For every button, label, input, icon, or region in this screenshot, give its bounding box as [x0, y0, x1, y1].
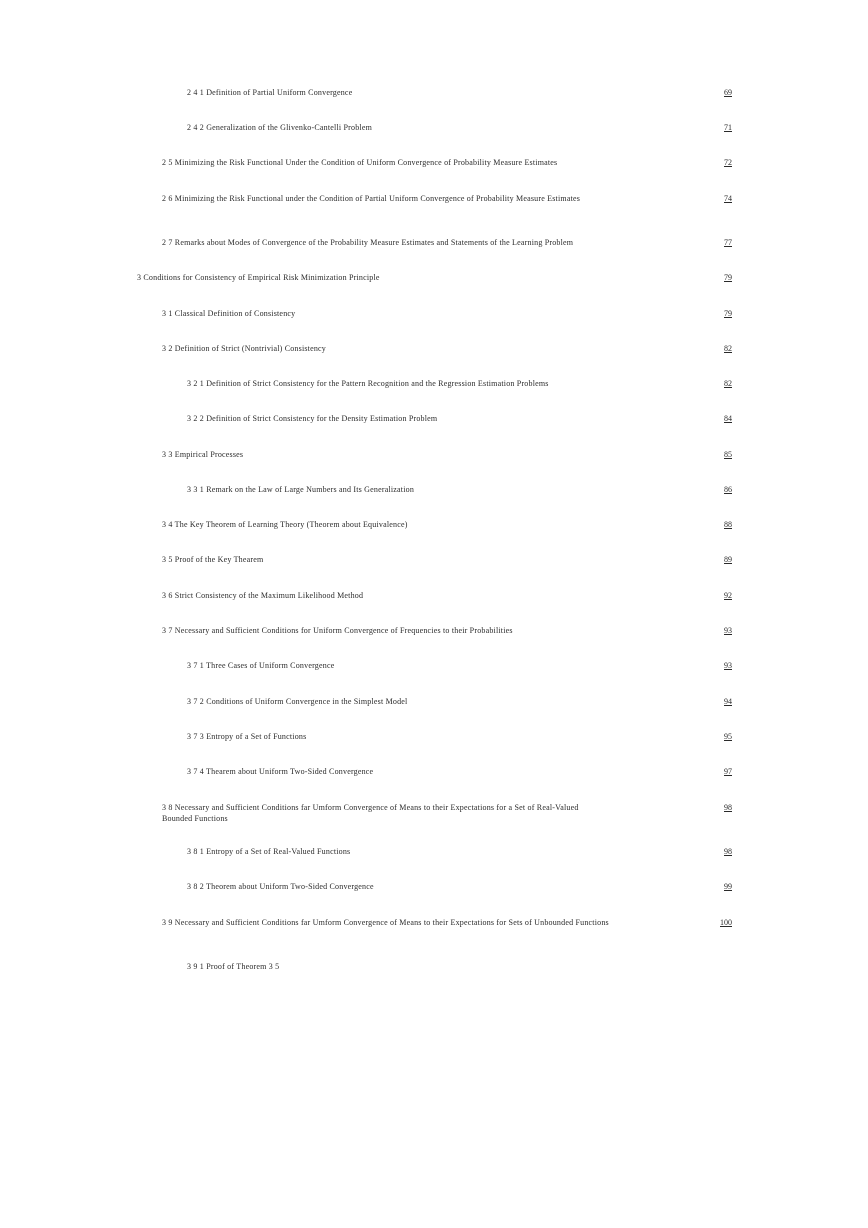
toc-entry-title[interactable]: 3 2 1 Definition of Strict Consistency for the Pattern Recognition and the Regression Estimation Problems	[187, 379, 549, 388]
toc-entry-title[interactable]: 3 3 1 Remark on the Law of Large Numbers and Its Generalization	[187, 485, 415, 494]
toc-page-number[interactable]: 93	[724, 661, 732, 670]
toc-entry-title[interactable]: 3 5 Proof of the Key Thearem	[162, 555, 264, 564]
toc-entry[interactable]	[187, 881, 637, 892]
toc-entry[interactable]	[187, 87, 637, 98]
toc-entry-title[interactable]: 3 8 Necessary and Sufficient Conditions far Umform Convergence of Means to their Expectations for a Set of Real-Valued Bounded Functions	[162, 803, 579, 823]
toc-page-number[interactable]: 84	[724, 414, 732, 423]
toc-entry[interactable]	[162, 554, 637, 565]
toc-page-number[interactable]: 97	[724, 767, 732, 776]
toc-page-number[interactable]: 99	[724, 882, 732, 891]
toc-entry-title[interactable]: 3 2 Definition of Strict (Nontrivial) Consistency	[162, 344, 326, 353]
toc-page-number[interactable]: 98	[724, 847, 732, 856]
toc-page-number[interactable]: 79	[724, 273, 732, 282]
toc-entry[interactable]	[187, 696, 637, 707]
toc-entry-title[interactable]: 3 6 Strict Consistency of the Maximum Likelihood Method	[162, 591, 364, 600]
toc-chapter-entry[interactable]	[137, 272, 637, 283]
toc-entry-title[interactable]: 3 7 1 Three Cases of Uniform Convergence	[187, 661, 335, 670]
toc-page-number[interactable]: 88	[724, 520, 732, 529]
toc-page-number[interactable]: 93	[724, 626, 732, 635]
toc-entry[interactable]	[162, 343, 637, 354]
toc-page-number[interactable]: 95	[724, 732, 732, 741]
toc-entry[interactable]	[162, 193, 592, 204]
toc-entry[interactable]	[162, 590, 637, 601]
toc-entry[interactable]	[187, 378, 637, 389]
toc-entry-title[interactable]: 3 7 Necessary and Sufficient Conditions for Uniform Convergence of Frequencies to their Probabilities	[162, 626, 513, 635]
toc-entry-title[interactable]: 3 2 2 Definition of Strict Consistency for the Density Estimation Problem	[187, 414, 438, 423]
toc-entry[interactable]	[187, 731, 637, 742]
toc-entry[interactable]	[187, 846, 637, 857]
toc-entry-title[interactable]: 2 4 1 Definition of Partial Uniform Convergence	[187, 88, 353, 97]
toc-entry-title[interactable]: 3 8 1 Entropy of a Set of Real-Valued Functions	[187, 847, 351, 856]
toc-page-number[interactable]: 94	[724, 697, 732, 706]
toc-entry[interactable]	[162, 237, 637, 248]
toc-entry[interactable]	[187, 961, 637, 972]
toc-entry[interactable]	[187, 766, 637, 777]
toc-page-number[interactable]: 74	[724, 194, 732, 203]
toc-page-number[interactable]: 69	[724, 88, 732, 97]
toc-page-number[interactable]: 89	[724, 555, 732, 564]
toc-entry-title[interactable]: 2 6 Minimizing the Risk Functional under the Condition of Partial Uniform Convergence of Probability Measure Estimates	[162, 194, 581, 203]
toc-page-number[interactable]: 82	[724, 379, 732, 388]
toc-entry-title[interactable]: 3 4 The Key Theorem of Learning Theory (Theorem about Equivalence)	[162, 520, 408, 529]
toc-page-number[interactable]: 77	[724, 238, 732, 247]
toc-entry[interactable]	[162, 308, 637, 319]
toc-page-number[interactable]: 98	[724, 803, 732, 812]
toc-page-number[interactable]: 86	[724, 485, 732, 494]
toc-entry-title[interactable]: 3 Conditions for Consistency of Empirical Risk Minimization Principle	[137, 273, 380, 282]
toc-entry-title[interactable]: 3 9 Necessary and Sufficient Conditions far Umform Convergence of Means to their Expectations for Sets of Unbounded Functions	[162, 918, 609, 927]
toc-entry[interactable]	[187, 122, 637, 133]
toc-entry[interactable]	[162, 917, 627, 928]
toc-page-number[interactable]: 92	[724, 591, 732, 600]
toc-page-number[interactable]: 82	[724, 344, 732, 353]
toc-page-number[interactable]: 72	[724, 158, 732, 167]
toc-entry-title[interactable]: 3 8 2 Theorem about Uniform Two-Sided Convergence	[187, 882, 374, 891]
toc-entry-title[interactable]: 2 5 Minimizing the Risk Functional Under the Condition of Uniform Convergence of Probability Measure Estimates	[162, 158, 558, 167]
toc-entry-title[interactable]: 3 7 2 Conditions of Uniform Convergence in the Simplest Model	[187, 697, 408, 706]
toc-entry[interactable]	[162, 802, 607, 824]
toc-entry[interactable]	[162, 157, 637, 168]
toc-entry-title[interactable]: 3 9 1 Proof of Theorem 3 5	[187, 962, 280, 971]
toc-entry-title[interactable]: 3 3 Empirical Processes	[162, 450, 244, 459]
toc-entry[interactable]	[162, 449, 637, 460]
toc-page-number[interactable]: 85	[724, 450, 732, 459]
toc-page-number[interactable]: 71	[724, 123, 732, 132]
toc-entry[interactable]	[187, 660, 637, 671]
toc-entry-title[interactable]: 3 7 4 Thearem about Uniform Two-Sided Convergence	[187, 767, 374, 776]
toc-entry-title[interactable]: 2 4 2 Generalization of the Glivenko-Cantelli Problem	[187, 123, 372, 132]
toc-entry[interactable]	[162, 625, 637, 636]
toc-entry[interactable]	[187, 484, 637, 495]
toc-page-number[interactable]: 79	[724, 309, 732, 318]
toc-entry[interactable]	[162, 519, 637, 530]
toc-entry-title[interactable]: 3 1 Classical Definition of Consistency	[162, 309, 296, 318]
toc-entry[interactable]	[187, 413, 637, 424]
toc-entry-title[interactable]: 3 7 3 Entropy of a Set of Functions	[187, 732, 307, 741]
toc-entry-title[interactable]: 2 7 Remarks about Modes of Convergence of the Probability Measure Estimates and Statements of the Learning Problem	[162, 238, 574, 247]
toc-page-number[interactable]: 100	[720, 918, 732, 927]
